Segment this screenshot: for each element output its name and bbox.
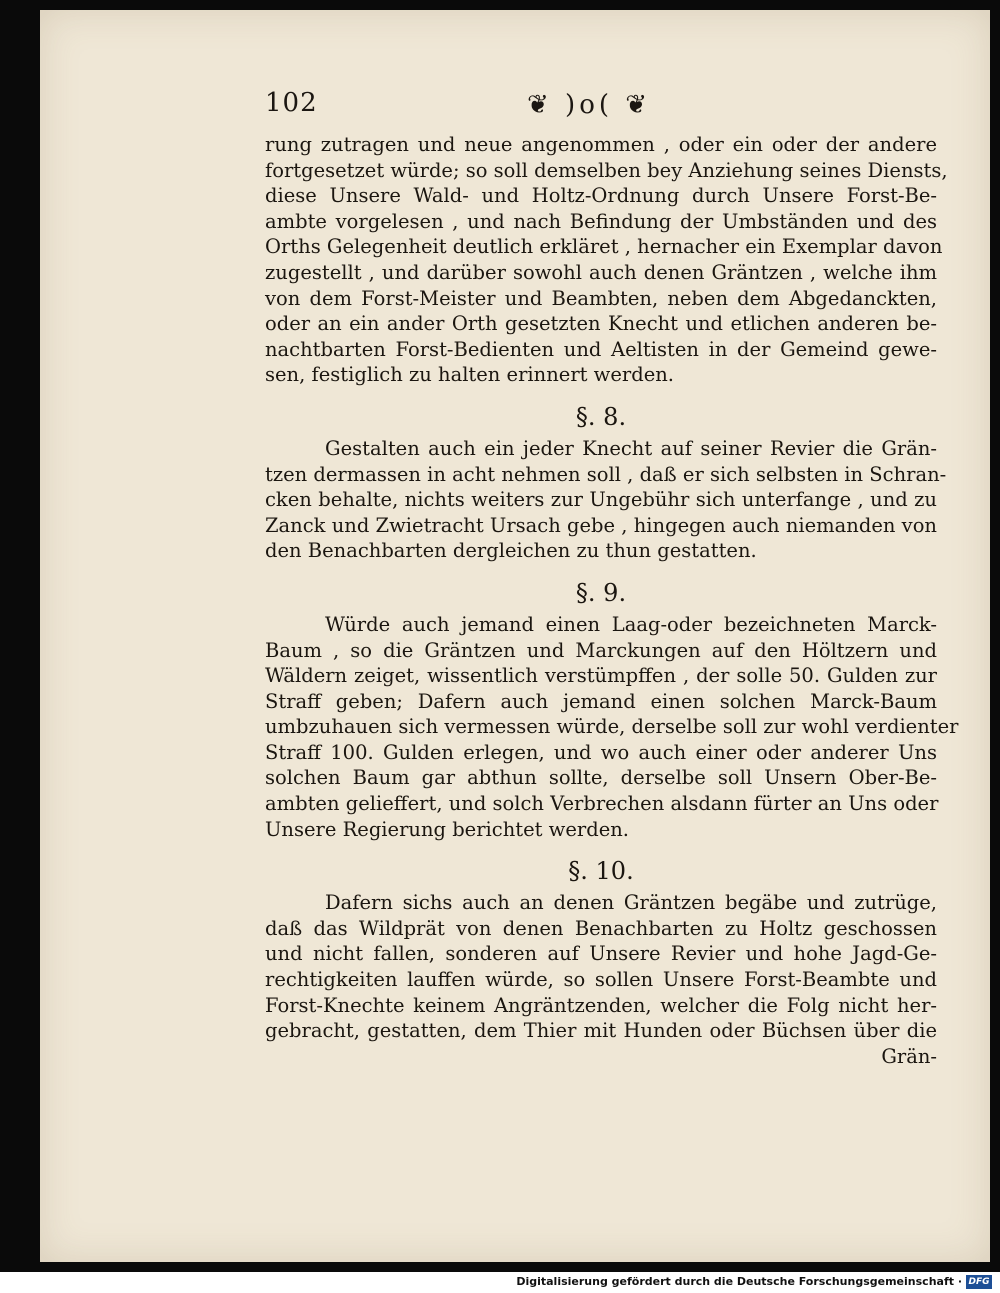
- text-line: daß das Wildprät von denen Benachbarten zu Holtz geschossen: [265, 916, 937, 940]
- page-number: 102: [265, 88, 318, 118]
- text-line: Unsere Regierung berichtet werden.: [265, 817, 630, 841]
- section-heading: §. 10.: [568, 857, 634, 886]
- text-line: ambte vorgelesen , und nach Befindung der Umbständen und des: [265, 209, 937, 233]
- text-line: den Benachbarten dergleichen zu thun gestatten.: [265, 539, 757, 563]
- section-heading: §. 8.: [575, 402, 627, 431]
- text-line: sen, festiglich zu halten erinnert werden.: [265, 363, 675, 387]
- digitization-footer: [0, 1272, 1000, 1293]
- text-line: diese Unsere Wald- und Holtz-Ordnung durch Unsere Forst-Be-: [265, 184, 937, 208]
- footer-credit: Digitalisierung gefördert durch die Deutsche Forschungsgemeinschaft ·: [516, 1275, 962, 1288]
- text-line: und nicht fallen, sonderen auf Unsere Revier und hohe Jagd-Ge-: [265, 942, 937, 966]
- dfg-logo-icon: DFG: [966, 1275, 992, 1289]
- text-line: zugestellt , und darüber sowohl auch denen Gräntzen , welche ihm: [265, 260, 937, 284]
- text-line: von dem Forst-Meister und Beambten, neben dem Abgedanckten,: [265, 286, 937, 310]
- section-8: [265, 400, 947, 564]
- text-line: ambten gelieffert, und solch Verbrechen alsdann fürter an Uns oder: [265, 792, 939, 816]
- text-line: Wäldern zeiget, wissentlich verstümpffen , der solle 50. Gulden zur: [265, 664, 937, 688]
- paragraph-continuation: [265, 132, 948, 388]
- text-line: Dafern sichs auch an denen Gräntzen begäbe und zutrüge,: [325, 891, 937, 915]
- text-line: rechtigkeiten lauffen würde, so sollen Unsere Forst-Beambte und: [265, 968, 937, 992]
- text-line: Baum , so die Gräntzen und Marckungen auf den Höltzern und: [265, 638, 937, 662]
- text-line: Forst-Knechte keinem Angräntzenden, welcher die Folg nicht her-: [265, 993, 937, 1017]
- text-line: cken behalte, nichts weiters zur Ungebühr sich unterfange , und zu: [265, 488, 937, 512]
- section-heading: §. 9.: [575, 578, 627, 607]
- text-line: solchen Baum gar abthun sollte, derselbe soll Unsern Ober-Be-: [265, 766, 937, 790]
- body-text: [265, 132, 959, 1069]
- text-line: tzen dermassen in acht nehmen soll , daß er sich selbsten in Schran-: [265, 462, 947, 486]
- text-line: Straff 100. Gulden erlegen, und wo auch einer oder anderer Uns: [265, 740, 937, 764]
- text-line: Zanck und Zwietracht Ursach gebe , hingegen auch niemanden von: [265, 513, 937, 537]
- text-line: gebracht, gestatten, dem Thier mit Hunden oder Büchsen über die: [265, 1019, 937, 1043]
- text-line: Gestalten auch ein jeder Knecht auf seiner Revier die Grän-: [325, 436, 937, 460]
- section-9: [265, 576, 959, 842]
- text-line: oder an ein ander Orth gesetzten Knecht und etlichen anderen be-: [265, 312, 937, 336]
- section-10: [265, 854, 937, 1044]
- text-line: Orths Gelegenheit deutlich erkläret , hernacher ein Exemplar davon: [265, 235, 943, 259]
- text-line: nachtbarten Forst-Bedienten und Aeltisten in der Gemeind gewe-: [265, 337, 937, 361]
- text-line: umbzuhauen sich vermessen würde, derselbe soll zur wohl verdienter: [265, 715, 959, 739]
- text-line: rung zutragen und neue angenommen , oder ein oder der andere: [265, 133, 937, 156]
- header-ornament: ❦ )o( ❦: [527, 90, 652, 120]
- text-line: Straff geben; Dafern auch jemand einen solchen Marck-Baum: [265, 689, 937, 713]
- page-header: [265, 88, 945, 124]
- catchword: Grän-: [881, 1044, 937, 1068]
- text-line: fortgesetzet würde; so soll demselben bey Anziehung seines Diensts,: [265, 158, 948, 182]
- text-line: Würde auch jemand einen Laag-oder bezeichneten Marck-: [325, 612, 937, 636]
